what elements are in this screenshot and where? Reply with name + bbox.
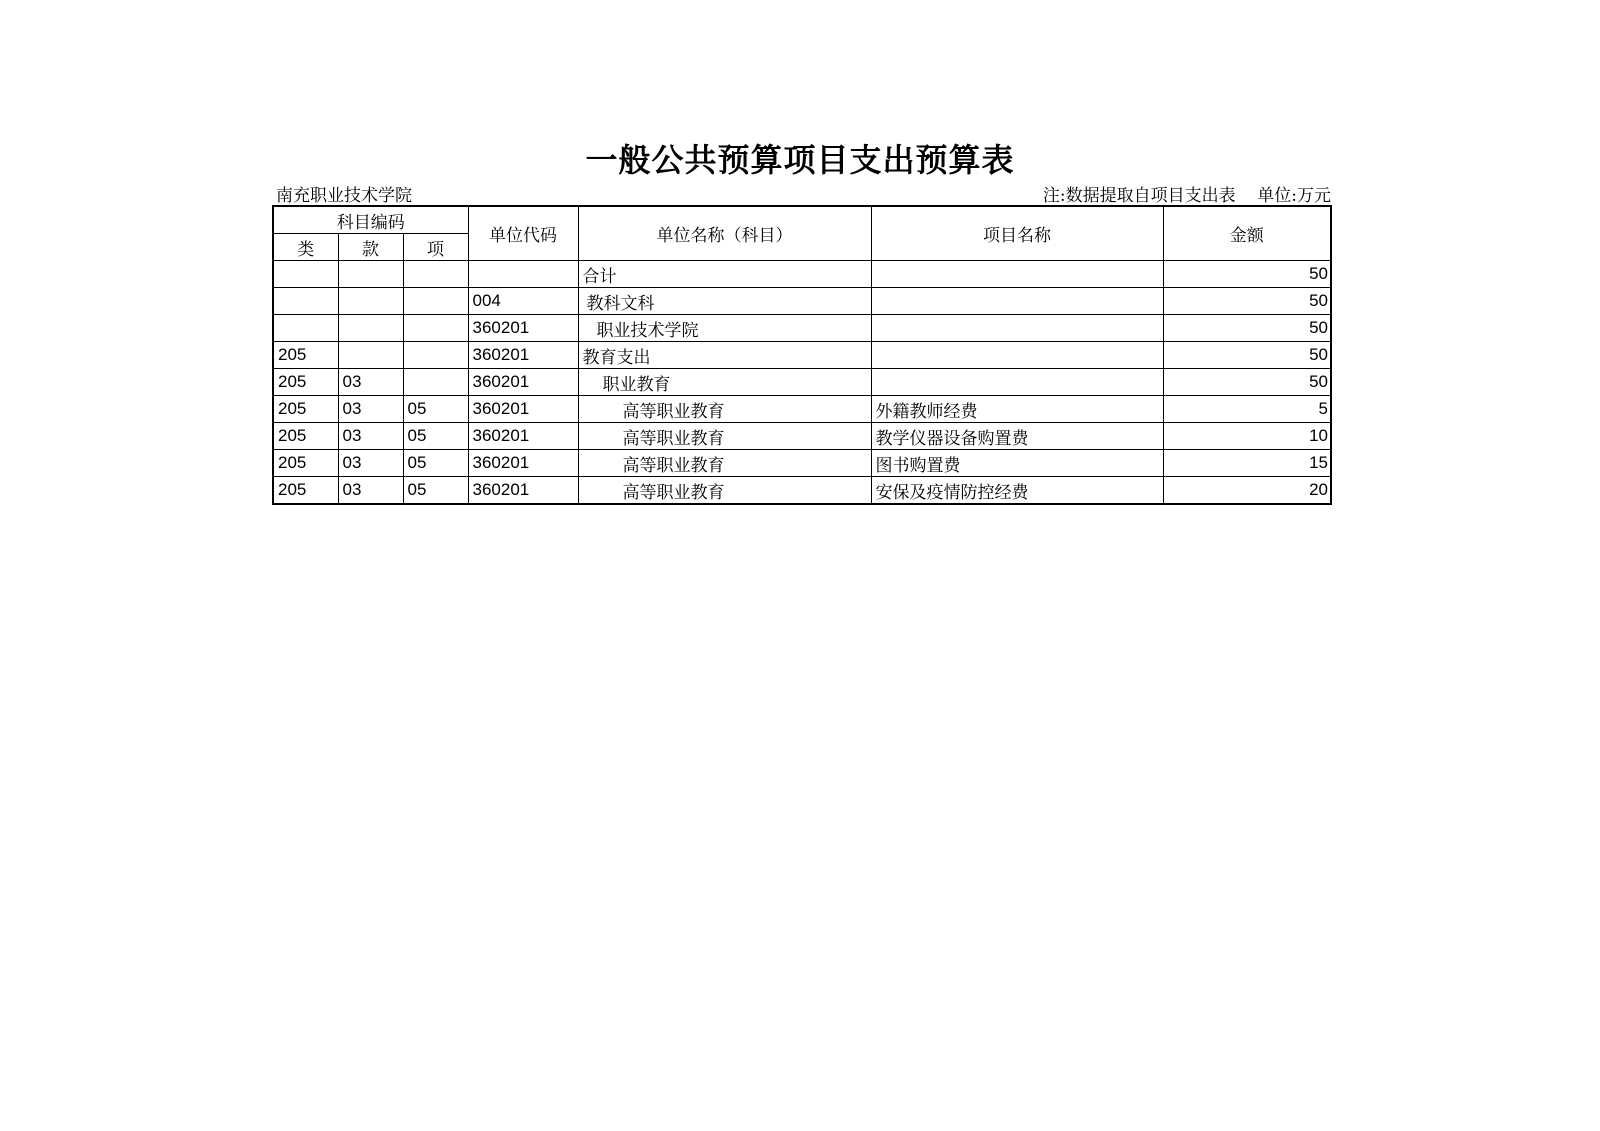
cell-item <box>403 261 468 288</box>
cell-amount: 50 <box>1163 315 1331 342</box>
cell-item <box>403 315 468 342</box>
cell-class: 205 <box>273 450 338 477</box>
cell-item: 05 <box>403 477 468 505</box>
cell-amount: 5 <box>1163 396 1331 423</box>
cell-amount: 50 <box>1163 288 1331 315</box>
cell-section <box>338 342 403 369</box>
table-header <box>273 206 1331 261</box>
cell-section: 03 <box>338 477 403 505</box>
table-row <box>273 315 1331 342</box>
cell-project-name: 外籍教师经费 <box>871 396 1163 423</box>
header-project-name: 项目名称 <box>871 206 1163 261</box>
cell-class <box>273 288 338 315</box>
header-subject-code: 科目编码 <box>273 206 468 234</box>
cell-class <box>273 261 338 288</box>
cell-unit-code: 360201 <box>468 450 578 477</box>
cell-item: 05 <box>403 396 468 423</box>
unit-note: 注:数据提取自项目支出表 单位:万元 <box>1042 186 1331 206</box>
cell-section <box>338 315 403 342</box>
organization-name: 南充职业技术学院 <box>276 186 412 206</box>
cell-amount: 50 <box>1163 342 1331 369</box>
cell-section: 03 <box>338 369 403 396</box>
cell-class <box>273 315 338 342</box>
budget-table <box>272 205 1332 505</box>
cell-unit-name: 教科文科 <box>578 288 871 315</box>
table-row <box>273 261 1331 288</box>
cell-section: 03 <box>338 450 403 477</box>
header-item: 项 <box>403 234 468 261</box>
table-row <box>273 450 1331 477</box>
cell-section <box>338 261 403 288</box>
table-row <box>273 342 1331 369</box>
table-row <box>273 423 1331 450</box>
cell-project-name <box>871 261 1163 288</box>
cell-section: 03 <box>338 396 403 423</box>
table-row <box>273 396 1331 423</box>
cell-unit-name: 职业技术学院 <box>578 315 871 342</box>
cell-unit-code <box>468 261 578 288</box>
cell-unit-code: 360201 <box>468 477 578 505</box>
cell-project-name <box>871 369 1163 396</box>
cell-amount: 15 <box>1163 450 1331 477</box>
header-section: 款 <box>338 234 403 261</box>
cell-unit-code: 360201 <box>468 423 578 450</box>
cell-amount: 20 <box>1163 477 1331 505</box>
cell-item <box>403 288 468 315</box>
cell-project-name: 安保及疫情防控经费 <box>871 477 1163 505</box>
cell-class: 205 <box>273 396 338 423</box>
cell-amount: 50 <box>1163 261 1331 288</box>
cell-project-name: 教学仪器设备购置费 <box>871 423 1163 450</box>
cell-item <box>403 342 468 369</box>
cell-section <box>338 288 403 315</box>
cell-class: 205 <box>273 423 338 450</box>
header-unit-name: 单位名称（科目） <box>578 206 871 261</box>
cell-project-name <box>871 315 1163 342</box>
cell-project-name <box>871 288 1163 315</box>
page-title: 一般公共预算项目支出预算表 <box>585 141 1015 179</box>
table-row <box>273 369 1331 396</box>
cell-unit-code: 360201 <box>468 315 578 342</box>
cell-item: 05 <box>403 450 468 477</box>
cell-section: 03 <box>338 423 403 450</box>
cell-unit-name: 高等职业教育 <box>578 477 871 505</box>
cell-project-name <box>871 342 1163 369</box>
cell-unit-code: 360201 <box>468 342 578 369</box>
table-body <box>273 261 1331 505</box>
header-unit-code: 单位代码 <box>468 206 578 261</box>
cell-unit-name: 高等职业教育 <box>578 450 871 477</box>
cell-project-name: 图书购置费 <box>871 450 1163 477</box>
cell-amount: 50 <box>1163 369 1331 396</box>
cell-unit-code: 004 <box>468 288 578 315</box>
cell-unit-name: 教育支出 <box>578 342 871 369</box>
header-class: 类 <box>273 234 338 261</box>
cell-unit-code: 360201 <box>468 396 578 423</box>
cell-unit-code: 360201 <box>468 369 578 396</box>
cell-unit-name: 合计 <box>578 261 871 288</box>
cell-class: 205 <box>273 477 338 505</box>
cell-item <box>403 369 468 396</box>
table-row <box>273 477 1331 505</box>
table-row <box>273 288 1331 315</box>
cell-amount: 10 <box>1163 423 1331 450</box>
cell-class: 205 <box>273 342 338 369</box>
cell-unit-name: 职业教育 <box>578 369 871 396</box>
cell-item: 05 <box>403 423 468 450</box>
header-amount: 金额 <box>1163 206 1331 261</box>
cell-class: 205 <box>273 369 338 396</box>
cell-unit-name: 高等职业教育 <box>578 396 871 423</box>
cell-unit-name: 高等职业教育 <box>578 423 871 450</box>
